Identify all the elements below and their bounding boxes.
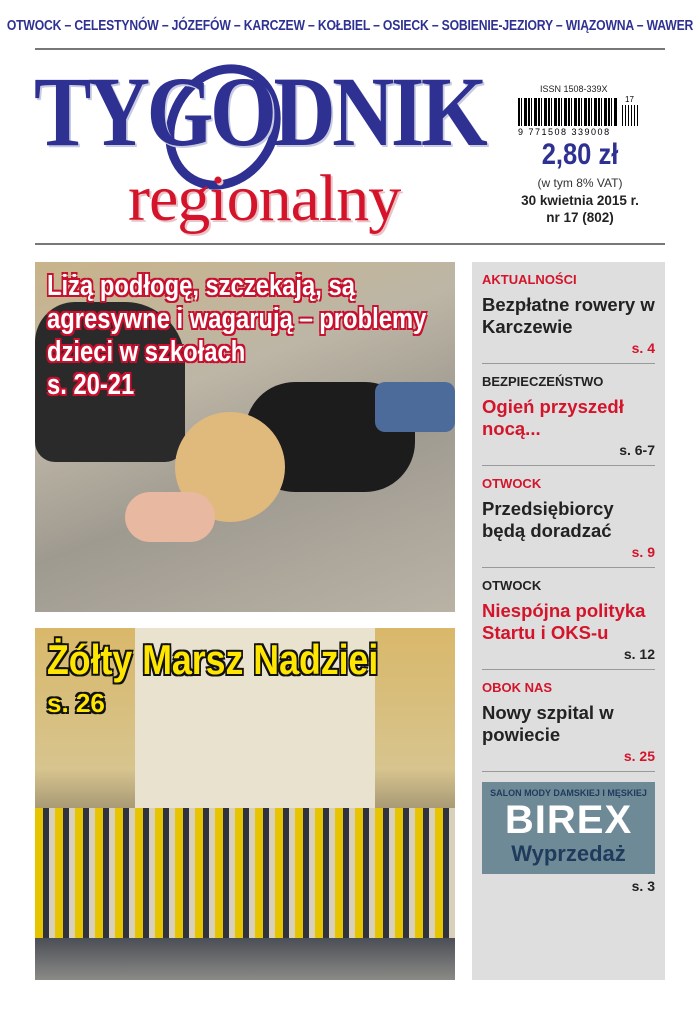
- sidebar-item[interactable]: [482, 670, 655, 772]
- vat-note: (w tym 8% VAT): [537, 176, 623, 190]
- divider: [35, 48, 665, 50]
- masthead-title: TYGODNIK: [34, 56, 485, 167]
- category: OTWOCK: [482, 578, 542, 593]
- category: OTWOCK: [482, 476, 542, 491]
- barcode-addon-bars: [622, 105, 640, 126]
- story-page: s. 26: [47, 688, 105, 718]
- price: 2,80 zł: [541, 138, 619, 171]
- page-ref: s. 9: [631, 544, 655, 560]
- story-headline: Liżą podłogę, szczekają, są agresywne i wagarują – problemy dzieci w szkołach s. 20-21: [47, 270, 427, 401]
- ad-brand: BIREX: [504, 798, 633, 842]
- hands-shape: [125, 492, 215, 542]
- issn: ISSN 1508-339X: [540, 84, 608, 94]
- story-photo-school[interactable]: [35, 262, 455, 612]
- story-photo-march[interactable]: [35, 628, 455, 980]
- page-ref: s. 25: [623, 748, 655, 764]
- sidebar-item[interactable]: [482, 262, 655, 364]
- title: Nowy szpital w powiecie: [482, 702, 614, 745]
- towns-line: OTWOCK – CELESTYNÓW – JÓZEFÓW – KARCZEW – KOŁBIEL – OSIECK – SOBIENIE-JEZIORY – WIĄZOWNA – WAWER: [6, 18, 694, 34]
- divider: [35, 243, 665, 245]
- masthead-subtitle: regionalny: [128, 162, 401, 235]
- barcode-addon: 17: [625, 95, 634, 104]
- page-ref: s. 4: [631, 340, 655, 356]
- category: BEZPIECZEŃSTWO: [482, 374, 604, 389]
- title: Przedsiębiorcy będą doradzać: [482, 498, 614, 541]
- category: AKTUALNOŚCI: [482, 272, 577, 287]
- sidebar-contents: [472, 262, 665, 980]
- barcode: [518, 98, 618, 126]
- title: Niespójna polityka Startu i OKS-u: [482, 600, 646, 643]
- ad-page-ref: s. 3: [631, 878, 655, 894]
- page-ref: s. 12: [623, 646, 655, 662]
- crowd-shape: [35, 808, 455, 938]
- page-ref: s. 6-7: [619, 442, 655, 458]
- issue-number: nr 17 (802): [546, 210, 614, 225]
- title: Ogień przyszedł nocą...: [482, 396, 624, 439]
- story-headline: Żółty Marsz Nadziei: [47, 636, 379, 683]
- sidebar-item[interactable]: [482, 364, 655, 466]
- ad-text: Wyprzedaż: [511, 841, 626, 866]
- birex-ad[interactable]: [482, 782, 655, 874]
- issue-date: 30 kwietnia 2015 r.: [521, 193, 639, 208]
- sidebar-item[interactable]: [482, 466, 655, 568]
- category: OBOK NAS: [482, 680, 553, 695]
- ad-tagline: SALON MODY DAMSKIEJ I MĘSKIEJ: [490, 788, 647, 798]
- barcode-number: 9 771508 339008: [518, 127, 611, 137]
- title: Bezpłatne rowery w Karczewie: [482, 294, 655, 337]
- sidebar-item[interactable]: [482, 568, 655, 670]
